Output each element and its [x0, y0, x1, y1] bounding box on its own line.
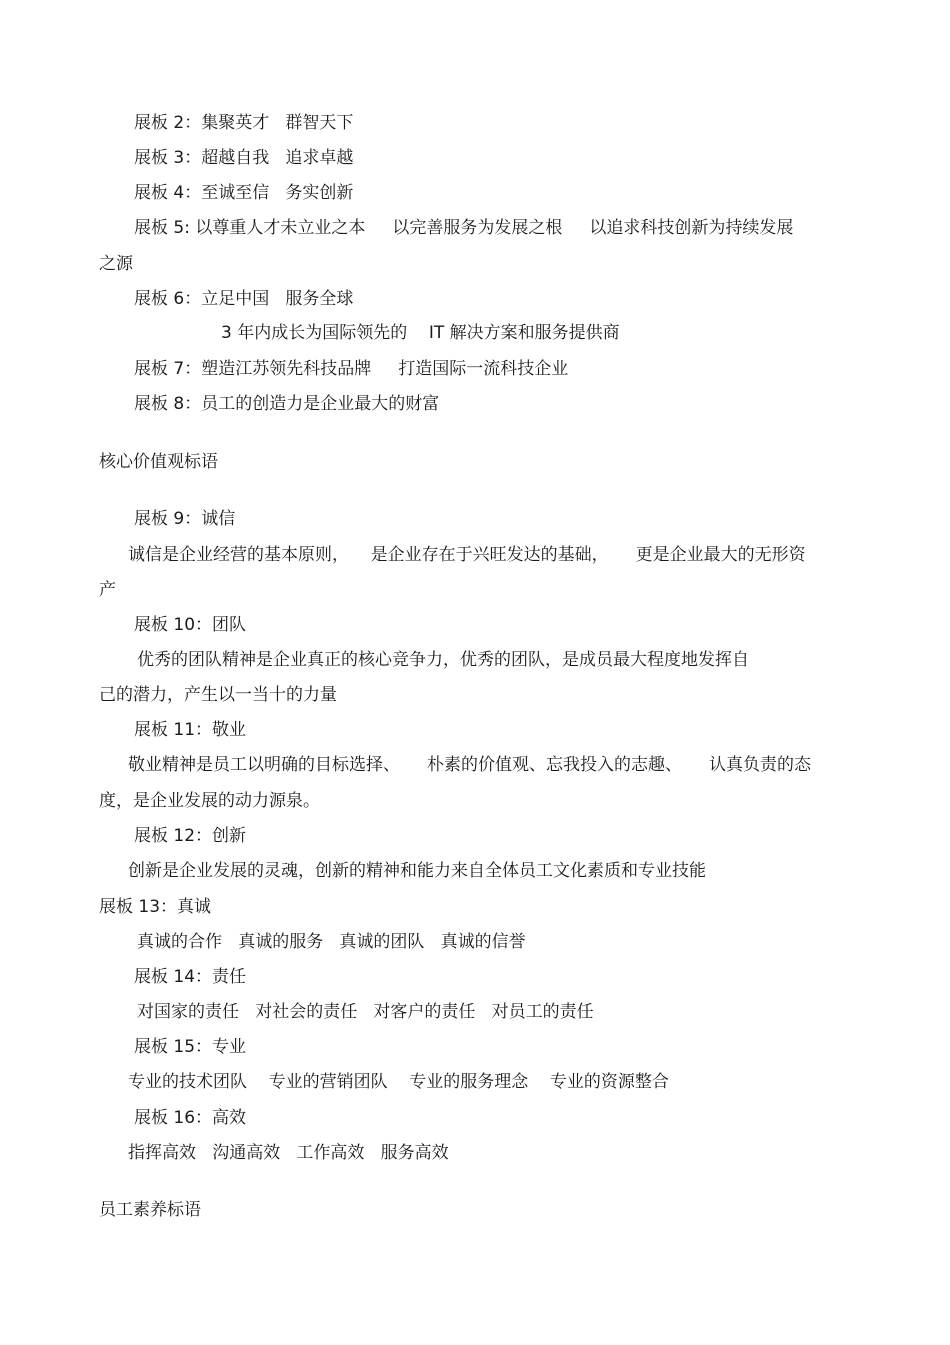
- banner-12-title: 展板 12：创新: [134, 826, 247, 846]
- section-heading-employee-quality: 员工素养标语: [99, 1200, 201, 1220]
- banner-13-title: 展板 13：真诚: [99, 897, 212, 917]
- banner-16-title: 展板 16：高效: [134, 1108, 247, 1128]
- banner-15-body: 专业的技术团队 专业的营销团队 专业的服务理念 专业的资源整合: [128, 1072, 669, 1092]
- banner-3-line: 展板 3：超越自我 追求卓越: [134, 148, 354, 168]
- banner-11-body-cont: 度，是企业发展的动力源泉。: [99, 791, 320, 811]
- banner-14-title: 展板 14：责任: [134, 967, 247, 987]
- banner-10-body-cont: 己的潜力，产生以一当十的力量: [99, 685, 337, 705]
- banner-4-line: 展板 4：至诚至信 务实创新: [134, 183, 354, 203]
- banner-7-line: 展板 7：塑造江苏领先科技品牌 打造国际一流科技企业: [134, 359, 569, 379]
- banner-14-body: 对国家的责任 对社会的责任 对客户的责任 对员工的责任: [137, 1002, 594, 1022]
- banner-11-body: 敬业精神是员工以明确的目标选择、 朴素的价值观、忘我投入的志趣、 认真负责的态: [128, 755, 812, 775]
- banner-9-body: 诚信是企业经营的基本原则， 是企业存在于兴旺发达的基础， 更是企业最大的无形资: [128, 545, 806, 565]
- banner-12-body: 创新是企业发展的灵魂，创新的精神和能力来自全体员工文化素质和专业技能: [128, 861, 706, 881]
- section-heading-core-values: 核心价值观标语: [99, 452, 218, 472]
- banner-5-line: 展板 5: 以尊重人才未立业之本 以完善服务为发展之根 以追求科技创新为持续发展: [134, 218, 794, 238]
- banner-9-title: 展板 9：诚信: [134, 509, 236, 529]
- banner-5-line-cont: 之源: [99, 254, 133, 274]
- banner-11-title: 展板 11：敬业: [134, 720, 247, 740]
- banner-6-line: 展板 6：立足中国 服务全球: [134, 289, 354, 309]
- banner-2-line: 展板 2：集聚英才 群智天下: [134, 113, 354, 133]
- banner-10-title: 展板 10：团队: [134, 615, 247, 635]
- banner-8-line: 展板 8：员工的创造力是企业最大的财富: [134, 394, 440, 414]
- banner-9-body-cont: 产: [99, 580, 116, 600]
- banner-16-body: 指挥高效 沟通高效 工作高效 服务高效: [128, 1143, 449, 1163]
- banner-6-subline: 3 年内成长为国际领先的 IT 解决方案和服务提供商: [221, 323, 620, 343]
- banner-10-body: 优秀的团队精神是企业真正的核心竞争力，优秀的团队，是成员最大程度地发挥自: [137, 650, 749, 670]
- banner-13-body: 真诚的合作 真诚的服务 真诚的团队 真诚的信誉: [137, 932, 526, 952]
- banner-15-title: 展板 15：专业: [134, 1037, 247, 1057]
